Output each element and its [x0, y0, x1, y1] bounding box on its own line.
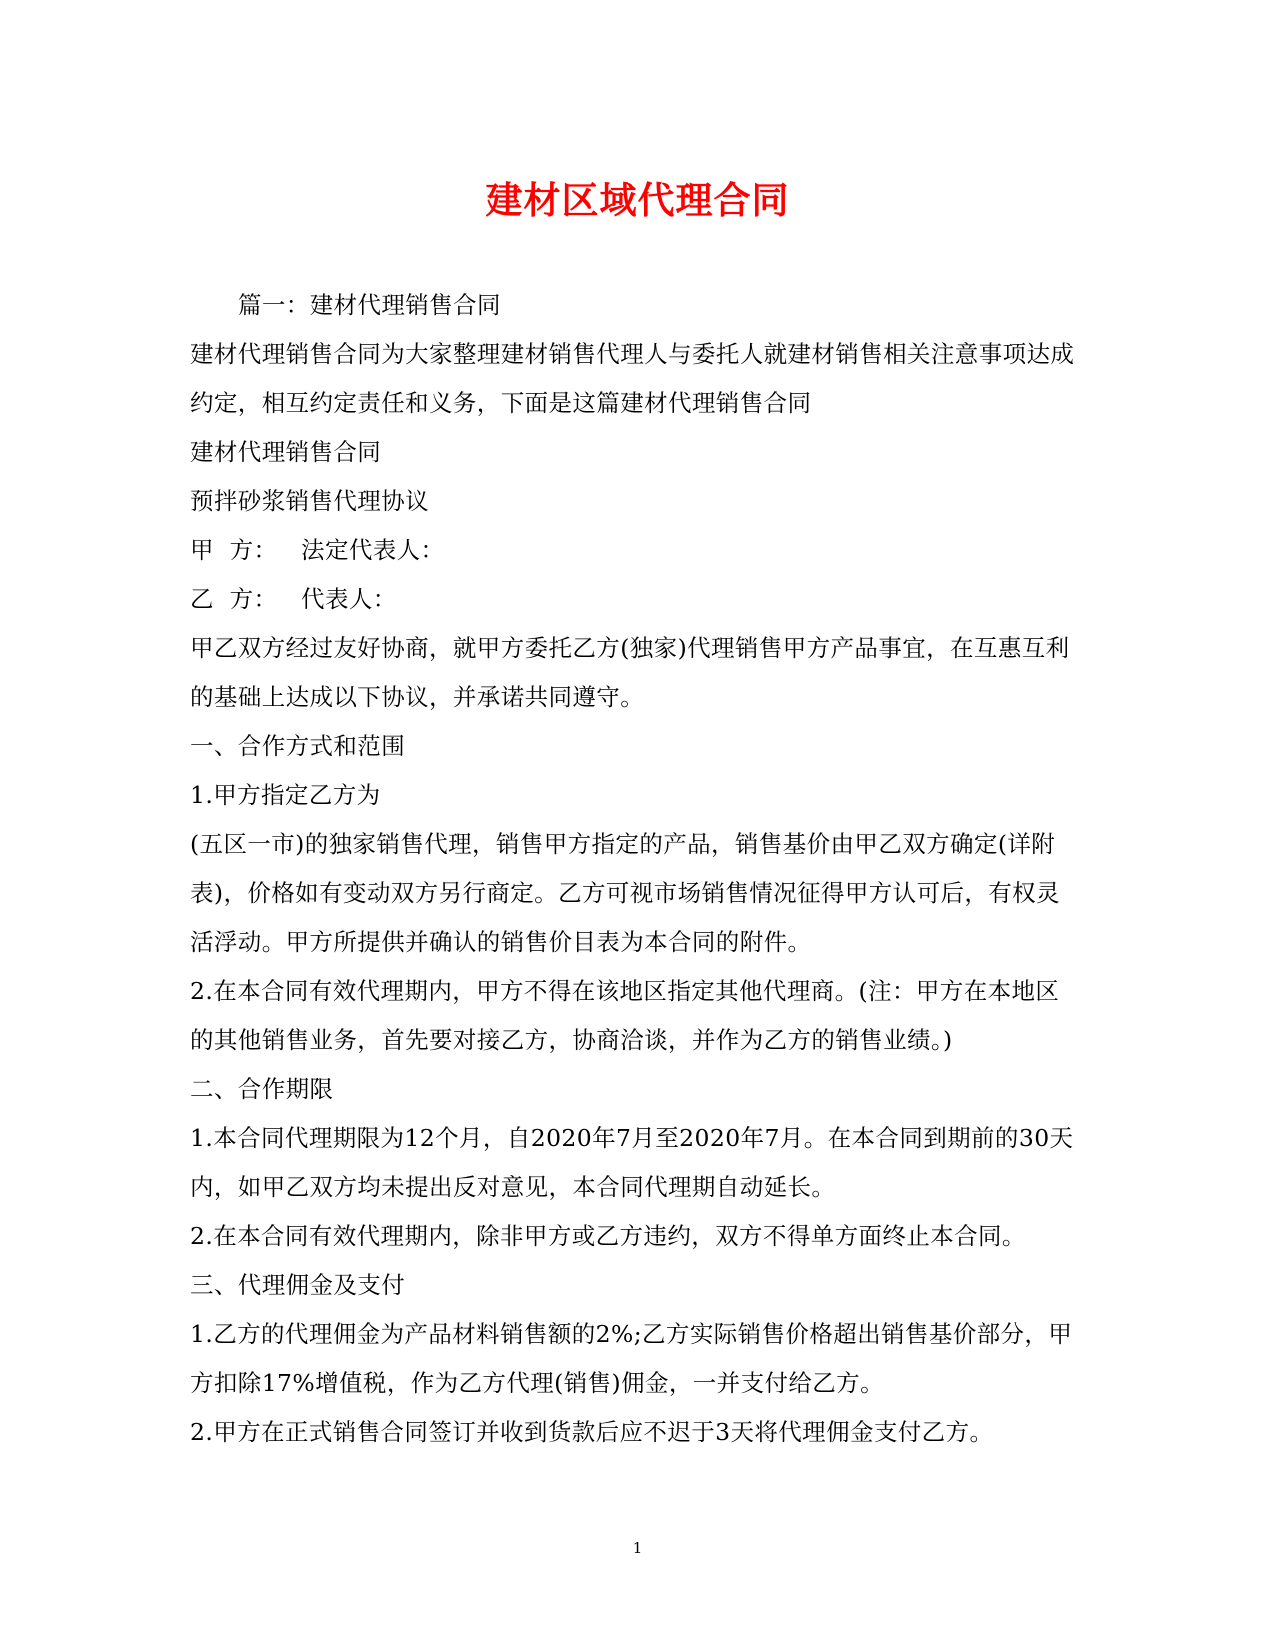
- document-title: 建材区域代理合同: [485, 178, 790, 222]
- clause-heading-2: 二、合作期限: [190, 1075, 334, 1103]
- clause-3-1: 1.乙方的代理佣金为产品材料销售额的2%;乙方实际销售价格超出销售基价部分，甲方扣除17%增值税，作为乙方代理(销售)佣金，一并支付给乙方。: [190, 1320, 1073, 1397]
- clause-1-2: 2.在本合同有效代理期内，甲方不得在该地区指定其他代理商。(注：甲方在本地区的其他销售业务，首先要对接乙方，协商洽谈，并作为乙方的销售业绩。): [190, 977, 1060, 1054]
- section-heading: 篇一：建材代理销售合同: [238, 291, 501, 319]
- clause-heading-3: 三、代理佣金及支付: [190, 1271, 406, 1299]
- contract-name: 建材代理销售合同: [190, 438, 382, 466]
- clause-2-1: 1.本合同代理期限为12个月，自2020年7月至2020年7月。在本合同到期前的30天内，如甲乙双方均未提出反对意见，本合同代理期自动延长。: [190, 1124, 1074, 1201]
- agreement-name: 预拌砂浆销售代理协议: [190, 487, 429, 515]
- clause-heading-1: 一、合作方式和范围: [190, 732, 406, 760]
- clause-2-2: 2.在本合同有效代理期内，除非甲方或乙方违约，双方不得单方面终止本合同。: [190, 1222, 1026, 1250]
- party-b-line: 乙 方： 代表人：: [190, 585, 397, 613]
- clause-1-1-lead: 1.甲方指定乙方为: [190, 781, 381, 809]
- page-number: 1: [632, 1539, 643, 1557]
- party-a-line: 甲 方： 法定代表人：: [190, 536, 445, 564]
- clause-1-1-body: (五区一市)的独家销售代理，销售甲方指定的产品，销售基价由甲乙双方确定(详附表)，价格如有变动双方另行商定。乙方可视市场销售情况征得甲方认可后，有权灵活浮动。甲方所提供并确认的销售价目表为本合同的附件。: [190, 830, 1060, 956]
- preamble-paragraph: 甲乙双方经过友好协商，就甲方委托乙方(独家)代理销售甲方产品事宜，在互惠互利的基础上达成以下协议，并承诺共同遵守。: [190, 634, 1070, 711]
- intro-paragraph: 建材代理销售合同为大家整理建材销售代理人与委托人就建材销售相关注意事项达成约定，相互约定责任和义务，下面是这篇建材代理销售合同: [190, 340, 1075, 417]
- clause-3-2: 2.甲方在正式销售合同签订并收到货款后应不迟于3天将代理佣金支付乙方。: [190, 1418, 994, 1446]
- document-body: [190, 281, 1080, 1457]
